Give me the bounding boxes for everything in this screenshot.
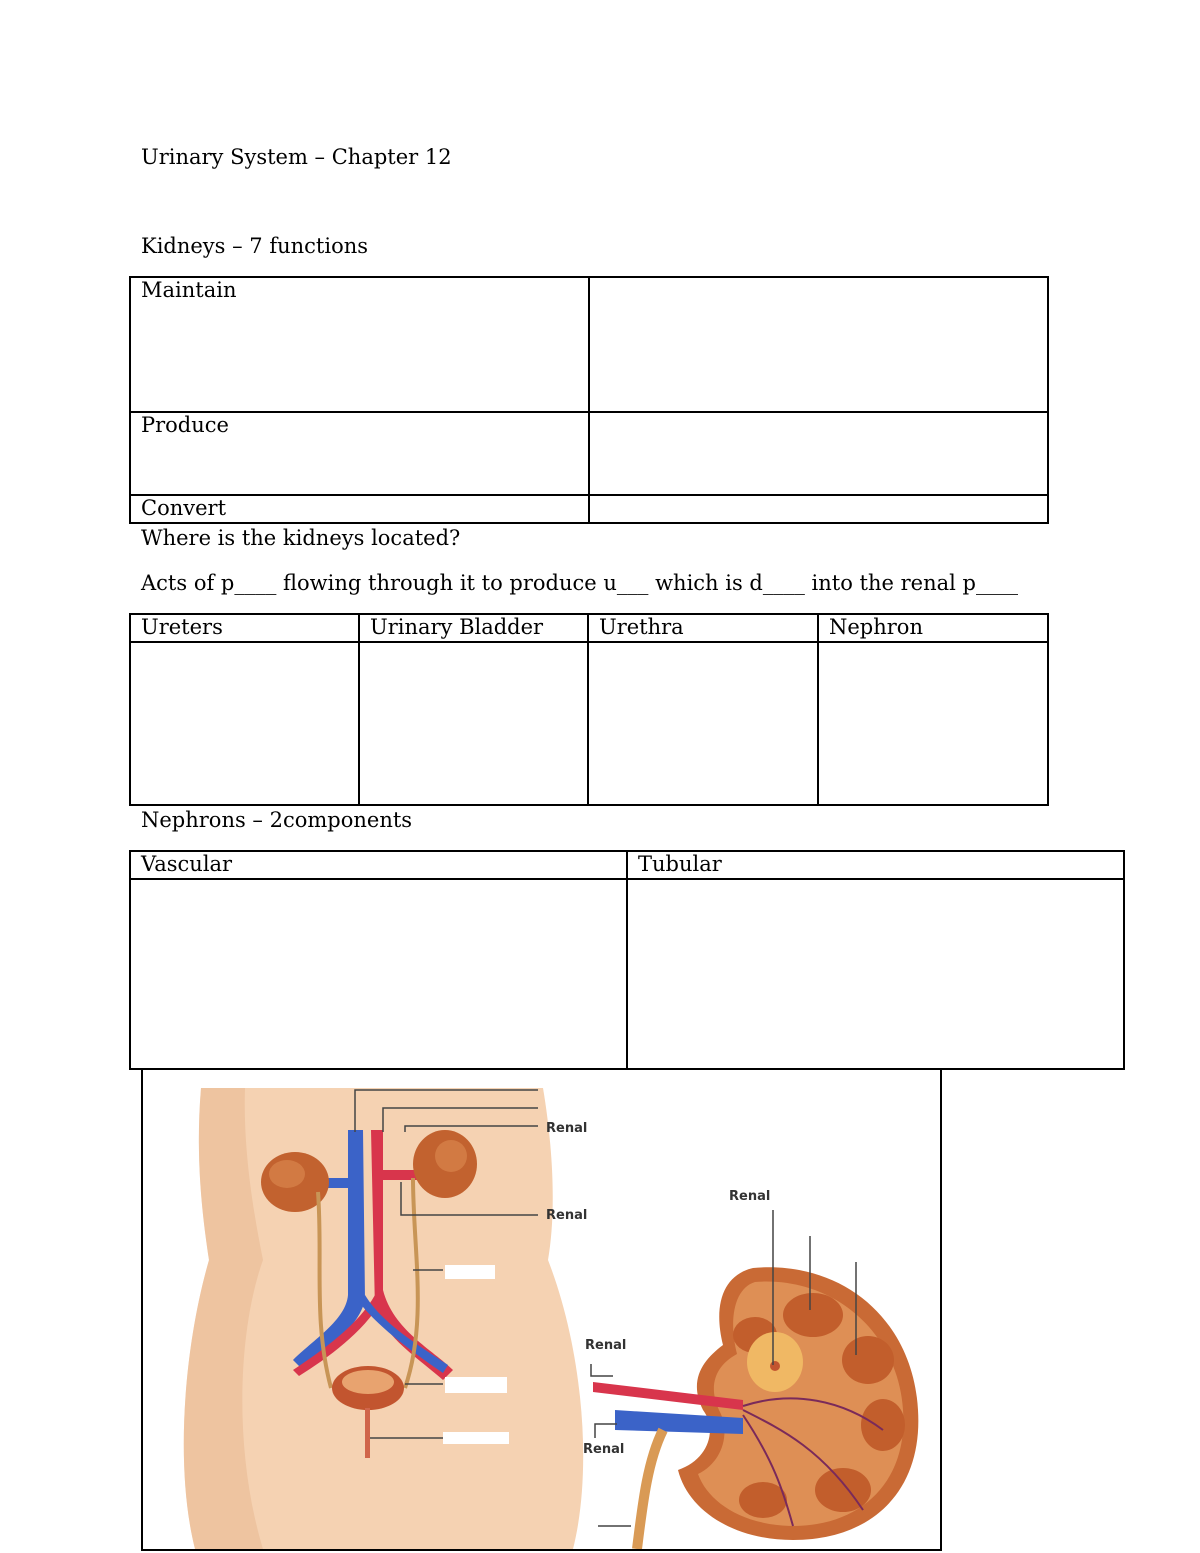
label-renal-vein-section: Renal (583, 1442, 625, 1457)
ureters-answer-cell[interactable] (130, 642, 359, 805)
blank-label-box (443, 1432, 509, 1444)
blank-label-box (445, 1377, 507, 1393)
anatomy-illustration (143, 1070, 940, 1549)
kidney-left-highlight (269, 1160, 305, 1188)
table-row (130, 412, 1048, 495)
header-vascular: Vascular (130, 851, 627, 879)
functions-table (129, 276, 1049, 524)
nephron-components-table (129, 850, 1125, 1070)
organs-table (129, 613, 1049, 806)
header-ureters: Ureters (130, 614, 359, 642)
tubular-answer-cell[interactable] (627, 879, 1124, 1069)
function-label-convert: Convert (130, 495, 589, 523)
table-row (130, 879, 1124, 1069)
kidney-right-highlight (435, 1140, 467, 1172)
header-nephron: Nephron (818, 614, 1048, 642)
page-title: Urinary System – Chapter 12 (141, 145, 452, 169)
table-row (130, 495, 1048, 523)
fill-in-blank-question: Acts of p____ flowing through it to produce u___ which is d____ into the renal p____ (141, 571, 1018, 595)
blank-label-box (445, 1265, 495, 1279)
kidney-functions-heading: Kidneys – 7 functions (141, 234, 369, 258)
label-renal-pelvis: Renal (729, 1189, 771, 1204)
urethra (365, 1408, 370, 1458)
function-answer-cell[interactable] (589, 277, 1048, 412)
renal-papilla (770, 1361, 780, 1371)
table-row (130, 851, 1124, 879)
header-urinary-bladder: Urinary Bladder (359, 614, 588, 642)
function-answer-cell[interactable] (589, 495, 1048, 523)
function-answer-cell[interactable] (589, 412, 1048, 495)
nephron-answer-cell[interactable] (818, 642, 1048, 805)
header-urethra: Urethra (588, 614, 818, 642)
label-renal-vein: Renal (546, 1208, 588, 1223)
function-label-produce: Produce (130, 412, 589, 495)
function-label-maintain: Maintain (130, 277, 589, 412)
header-tubular: Tubular (627, 851, 1124, 879)
label-renal-artery: Renal (546, 1121, 588, 1136)
ureter-section (637, 1430, 663, 1549)
nephrons-heading: Nephrons – 2components (141, 808, 413, 832)
table-row (130, 642, 1048, 805)
urethra-answer-cell[interactable] (588, 642, 818, 805)
table-row (130, 277, 1048, 412)
table-row (130, 614, 1048, 642)
urinary-bladder-inner (342, 1370, 394, 1394)
label-renal-artery-section: Renal (585, 1338, 627, 1353)
vascular-answer-cell[interactable] (130, 879, 627, 1069)
urinary-system-diagram (141, 1068, 942, 1551)
kidney-location-question: Where is the kidneys located? (141, 526, 461, 550)
urinary-bladder-answer-cell[interactable] (359, 642, 588, 805)
